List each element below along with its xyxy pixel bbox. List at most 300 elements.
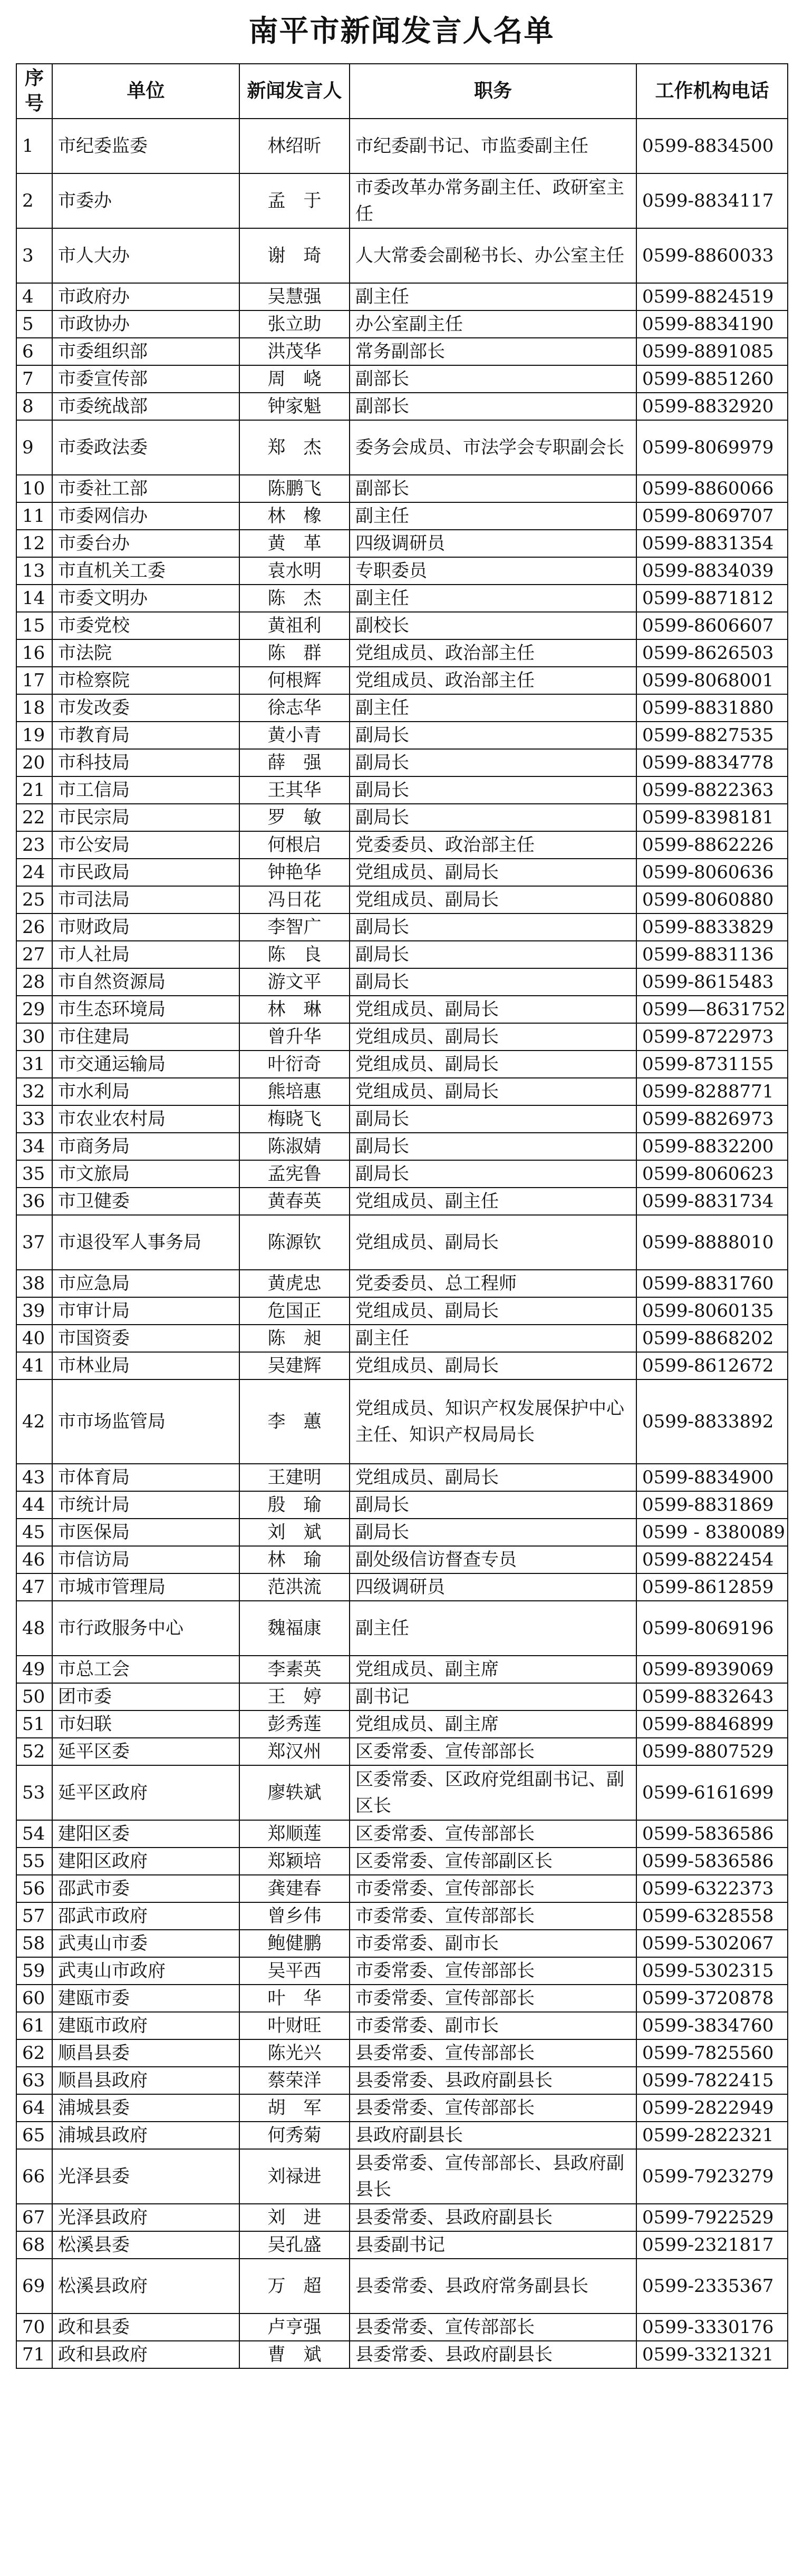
row-position: 副局长	[350, 749, 636, 776]
row-no: 26	[16, 913, 52, 941]
row-spokesperson: 罗 敏	[239, 804, 350, 831]
row-no: 15	[16, 612, 52, 639]
row-phone: 0599-8939069	[636, 1656, 788, 1683]
row-unit: 顺昌县委	[52, 2039, 239, 2067]
row-spokesperson: 游文平	[239, 968, 350, 996]
row-unit: 光泽县政府	[52, 2204, 239, 2231]
row-no: 36	[16, 1188, 52, 1215]
row-position: 市委常委、宣传部部长	[350, 1985, 636, 2012]
row-phone: 0599-8851260	[636, 365, 788, 393]
row-unit: 市委台办	[52, 530, 239, 557]
row-position: 副主任	[350, 694, 636, 722]
row-position: 常务副部长	[350, 338, 636, 365]
row-no: 65	[16, 2122, 52, 2149]
row-unit: 市水利局	[52, 1078, 239, 1105]
row-unit: 市司法局	[52, 886, 239, 913]
row-no: 43	[16, 1464, 52, 1491]
table-row	[16, 913, 788, 941]
row-phone: 0599-8860033	[636, 228, 788, 283]
row-spokesperson: 熊培惠	[239, 1078, 350, 1105]
row-spokesperson: 曾乡伟	[239, 1902, 350, 1930]
row-position: 县委常委、县政府副县长	[350, 2067, 636, 2094]
table-row	[16, 173, 788, 228]
row-spokesperson: 卢亨强	[239, 2313, 350, 2341]
row-unit: 团市委	[52, 1683, 239, 1710]
row-unit: 市民宗局	[52, 804, 239, 831]
row-position: 人大常委会副秘书长、办公室主任	[350, 228, 636, 283]
row-unit: 市民政局	[52, 859, 239, 886]
table-header-row	[16, 64, 788, 119]
header-unit: 单位	[52, 64, 239, 119]
row-position: 县委副书记	[350, 2231, 636, 2259]
row-unit: 市交通运输局	[52, 1051, 239, 1078]
row-phone: 0599-6161699	[636, 1765, 788, 1820]
row-unit: 延平区政府	[52, 1765, 239, 1820]
row-unit: 建阳区委	[52, 1820, 239, 1848]
row-phone: 0599-8068001	[636, 667, 788, 694]
row-spokesperson: 何根辉	[239, 667, 350, 694]
row-no: 37	[16, 1215, 52, 1270]
row-position: 党委委员、总工程师	[350, 1270, 636, 1297]
row-position: 委务会成员、市法学会专职副会长	[350, 420, 636, 475]
row-phone: 0599-6322373	[636, 1875, 788, 1902]
row-spokesperson: 陈 群	[239, 639, 350, 667]
table-row	[16, 310, 788, 338]
row-position: 党组成员、副主席	[350, 1656, 636, 1683]
row-phone: 0599-8731155	[636, 1051, 788, 1078]
row-position: 副局长	[350, 1160, 636, 1188]
row-unit: 市委文明办	[52, 585, 239, 612]
row-unit: 市直机关工委	[52, 557, 239, 585]
row-spokesperson: 范洪流	[239, 1573, 350, 1601]
row-phone: 0599-5302067	[636, 1930, 788, 1957]
row-no: 59	[16, 1957, 52, 1985]
row-position: 副局长	[350, 968, 636, 996]
row-spokesperson: 刘 进	[239, 2204, 350, 2231]
row-no: 34	[16, 1133, 52, 1160]
row-unit: 市政府办	[52, 283, 239, 310]
row-phone: 0599-8827535	[636, 722, 788, 749]
row-no: 4	[16, 283, 52, 310]
row-position: 党组成员、政治部主任	[350, 639, 636, 667]
row-no: 11	[16, 502, 52, 530]
row-unit: 市统计局	[52, 1491, 239, 1519]
row-no: 38	[16, 1270, 52, 1297]
row-unit: 市卫健委	[52, 1188, 239, 1215]
row-unit: 市委组织部	[52, 338, 239, 365]
row-spokesperson: 彭秀莲	[239, 1710, 350, 1738]
row-spokesperson: 叶衍奇	[239, 1051, 350, 1078]
row-position: 市纪委副书记、市监委副主任	[350, 119, 636, 173]
row-position: 副主任	[350, 585, 636, 612]
row-phone: 0599-8888010	[636, 1215, 788, 1270]
row-no: 62	[16, 2039, 52, 2067]
row-position: 党组成员、副局长	[350, 1297, 636, 1325]
row-position: 四级调研员	[350, 1573, 636, 1601]
row-phone: 0599-7822415	[636, 2067, 788, 2094]
table-row	[16, 119, 788, 173]
row-position: 市委常委、宣传部部长	[350, 1875, 636, 1902]
row-no: 60	[16, 1985, 52, 2012]
row-no: 63	[16, 2067, 52, 2094]
row-no: 49	[16, 1656, 52, 1683]
row-position: 副主任	[350, 1325, 636, 1352]
row-phone: 0599-8832643	[636, 1683, 788, 1710]
table-row	[16, 1710, 788, 1738]
row-no: 55	[16, 1848, 52, 1875]
row-unit: 光泽县委	[52, 2149, 239, 2204]
row-unit: 市发改委	[52, 694, 239, 722]
row-no: 69	[16, 2259, 52, 2313]
row-phone: 0599-8069979	[636, 420, 788, 475]
row-phone: 0599 - 8380089	[636, 1519, 788, 1546]
row-no: 32	[16, 1078, 52, 1105]
row-no: 67	[16, 2204, 52, 2231]
row-no: 23	[16, 831, 52, 859]
row-spokesperson: 孟 于	[239, 173, 350, 228]
row-position: 副主任	[350, 1601, 636, 1656]
row-unit: 市法院	[52, 639, 239, 667]
row-position: 党组成员、副局长	[350, 1078, 636, 1105]
row-phone: 0599-8831760	[636, 1270, 788, 1297]
row-unit: 市文旅局	[52, 1160, 239, 1188]
row-no: 44	[16, 1491, 52, 1519]
row-no: 30	[16, 1023, 52, 1051]
row-unit: 市人大办	[52, 228, 239, 283]
row-phone: 0599-8615483	[636, 968, 788, 996]
row-phone: 0599-8060636	[636, 859, 788, 886]
row-phone: 0599-3321321	[636, 2341, 788, 2368]
table-row	[16, 475, 788, 502]
row-position: 副书记	[350, 1683, 636, 1710]
row-phone: 0599-8860066	[636, 475, 788, 502]
row-unit: 市行政服务中心	[52, 1601, 239, 1656]
row-spokesperson: 刘禄进	[239, 2149, 350, 2204]
row-unit: 市委办	[52, 173, 239, 228]
row-spokesperson: 魏福康	[239, 1601, 350, 1656]
row-no: 35	[16, 1160, 52, 1188]
row-unit: 市城市管理局	[52, 1573, 239, 1601]
row-unit: 松溪县政府	[52, 2259, 239, 2313]
row-unit: 市委社工部	[52, 475, 239, 502]
row-spokesperson: 林绍昕	[239, 119, 350, 173]
row-unit: 市委网信办	[52, 502, 239, 530]
table-row	[16, 502, 788, 530]
row-position: 党组成员、副局长	[350, 1051, 636, 1078]
row-phone: 0599-8834190	[636, 310, 788, 338]
header-position: 职务	[350, 64, 636, 119]
row-no: 2	[16, 173, 52, 228]
row-position: 副部长	[350, 475, 636, 502]
row-unit: 市委宣传部	[52, 365, 239, 393]
row-phone: 0599-8833829	[636, 913, 788, 941]
table-row	[16, 804, 788, 831]
row-phone: 0599-8060135	[636, 1297, 788, 1325]
row-unit: 市委党校	[52, 612, 239, 639]
row-phone: 0599-8834117	[636, 173, 788, 228]
row-phone: 0599-8288771	[636, 1078, 788, 1105]
table-row	[16, 1930, 788, 1957]
row-spokesperson: 谢 琦	[239, 228, 350, 283]
table-row	[16, 228, 788, 283]
row-spokesperson: 陈鹏飞	[239, 475, 350, 502]
row-no: 1	[16, 119, 52, 173]
row-position: 区委常委、宣传部部长	[350, 1820, 636, 1848]
row-spokesperson: 万 超	[239, 2259, 350, 2313]
table-row	[16, 1957, 788, 1985]
row-position: 党委委员、政治部主任	[350, 831, 636, 859]
row-phone: 0599-8069707	[636, 502, 788, 530]
row-phone: 0599-8832920	[636, 393, 788, 420]
table-row	[16, 1491, 788, 1519]
row-no: 16	[16, 639, 52, 667]
row-phone: 0599-8831354	[636, 530, 788, 557]
row-unit: 建瓯市政府	[52, 2012, 239, 2039]
row-phone: 0599-8831136	[636, 941, 788, 968]
row-no: 28	[16, 968, 52, 996]
row-position: 副部长	[350, 393, 636, 420]
row-unit: 政和县政府	[52, 2341, 239, 2368]
row-no: 57	[16, 1902, 52, 1930]
table-row	[16, 2094, 788, 2122]
row-no: 22	[16, 804, 52, 831]
row-phone: 0599-8626503	[636, 639, 788, 667]
header-no: 序号	[16, 64, 52, 119]
row-unit: 市体育局	[52, 1464, 239, 1491]
row-phone: 0599-8846899	[636, 1710, 788, 1738]
row-no: 14	[16, 585, 52, 612]
table-row	[16, 1051, 788, 1078]
row-position: 副局长	[350, 913, 636, 941]
row-phone: 0599-8824519	[636, 283, 788, 310]
table-body	[16, 119, 788, 2368]
row-phone: 0599-8722973	[636, 1023, 788, 1051]
document-title: 南平市新闻发言人名单	[248, 14, 555, 48]
row-position: 区委常委、区政府党组副书记、副区长	[350, 1765, 636, 1820]
row-spokesperson: 郑汉州	[239, 1738, 350, 1765]
row-no: 6	[16, 338, 52, 365]
row-position: 副局长	[350, 1491, 636, 1519]
row-phone: 0599-8868202	[636, 1325, 788, 1352]
row-no: 41	[16, 1352, 52, 1379]
row-spokesperson: 孟宪鲁	[239, 1160, 350, 1188]
row-spokesperson: 李素英	[239, 1656, 350, 1683]
row-position: 副处级信访督查专员	[350, 1546, 636, 1573]
row-unit: 延平区委	[52, 1738, 239, 1765]
row-spokesperson: 吴慧强	[239, 283, 350, 310]
row-unit: 市自然资源局	[52, 968, 239, 996]
row-no: 3	[16, 228, 52, 283]
table-row	[16, 2204, 788, 2231]
row-phone: 0599-8060623	[636, 1160, 788, 1188]
table-row	[16, 667, 788, 694]
row-no: 21	[16, 776, 52, 804]
row-phone: 0599-8891085	[636, 338, 788, 365]
table-row	[16, 338, 788, 365]
table-row	[16, 1270, 788, 1297]
row-position: 县委常委、宣传部部长	[350, 2313, 636, 2341]
row-phone: 0599-8831734	[636, 1188, 788, 1215]
row-no: 18	[16, 694, 52, 722]
row-no: 20	[16, 749, 52, 776]
row-phone: 0599-8807529	[636, 1738, 788, 1765]
row-spokesperson: 王建明	[239, 1464, 350, 1491]
row-unit: 市科技局	[52, 749, 239, 776]
spokesperson-table	[16, 63, 788, 2369]
row-spokesperson: 叶财旺	[239, 2012, 350, 2039]
row-unit: 市住建局	[52, 1023, 239, 1051]
table-row	[16, 1601, 788, 1656]
row-spokesperson: 黄祖利	[239, 612, 350, 639]
row-position: 党组成员、副局长	[350, 886, 636, 913]
table-row	[16, 1765, 788, 1820]
table-row	[16, 886, 788, 913]
row-no: 27	[16, 941, 52, 968]
row-no: 46	[16, 1546, 52, 1573]
table-row	[16, 996, 788, 1023]
table-row	[16, 1160, 788, 1188]
row-position: 党组成员、副主任	[350, 1188, 636, 1215]
row-position: 县委常委、宣传部部长、县政府副县长	[350, 2149, 636, 2204]
row-unit: 市医保局	[52, 1519, 239, 1546]
row-position: 党组成员、副局长	[350, 1464, 636, 1491]
row-phone: 0599-8834778	[636, 749, 788, 776]
row-spokesperson: 陈源钦	[239, 1215, 350, 1270]
table-row	[16, 2012, 788, 2039]
table-row	[16, 1352, 788, 1379]
row-unit: 政和县委	[52, 2313, 239, 2341]
row-spokesperson: 殷 瑜	[239, 1491, 350, 1519]
table-row	[16, 2341, 788, 2368]
row-spokesperson: 张立助	[239, 310, 350, 338]
table-row	[16, 968, 788, 996]
table-row	[16, 1215, 788, 1270]
row-spokesperson: 吴孔盛	[239, 2231, 350, 2259]
row-phone: 0599-3834760	[636, 2012, 788, 2039]
row-unit: 武夷山市政府	[52, 1957, 239, 1985]
row-phone: 0599-8060880	[636, 886, 788, 913]
row-spokesperson: 梅晓飞	[239, 1105, 350, 1133]
row-phone: 0599-8612859	[636, 1573, 788, 1601]
row-spokesperson: 蔡荣洋	[239, 2067, 350, 2094]
row-no: 9	[16, 420, 52, 475]
row-phone: 0599-8612672	[636, 1352, 788, 1379]
table-row	[16, 2149, 788, 2204]
row-position: 区委常委、宣传部部长	[350, 1738, 636, 1765]
table-row	[16, 1325, 788, 1352]
row-phone: 0599-3720878	[636, 1985, 788, 2012]
row-position: 副主任	[350, 502, 636, 530]
row-position: 专职委员	[350, 557, 636, 585]
row-position: 市委常委、副市长	[350, 1930, 636, 1957]
row-no: 19	[16, 722, 52, 749]
row-spokesperson: 刘 斌	[239, 1519, 350, 1546]
row-position: 副局长	[350, 1519, 636, 1546]
row-no: 66	[16, 2149, 52, 2204]
table-row	[16, 1656, 788, 1683]
row-position: 党组成员、副局长	[350, 1023, 636, 1051]
row-unit: 浦城县政府	[52, 2122, 239, 2149]
row-unit: 市人社局	[52, 941, 239, 968]
row-no: 5	[16, 310, 52, 338]
row-unit: 市教育局	[52, 722, 239, 749]
row-phone: 0599-7923279	[636, 2149, 788, 2204]
row-position: 党组成员、副局长	[350, 1352, 636, 1379]
row-phone: 0599-6328558	[636, 1902, 788, 1930]
row-unit: 市政协办	[52, 310, 239, 338]
row-unit: 市纪委监委	[52, 119, 239, 173]
row-spokesperson: 胡 军	[239, 2094, 350, 2122]
table-row	[16, 1519, 788, 1546]
row-phone: 0599-8831869	[636, 1491, 788, 1519]
row-spokesperson: 王其华	[239, 776, 350, 804]
row-position: 副主任	[350, 283, 636, 310]
row-unit: 市委统战部	[52, 393, 239, 420]
table-row	[16, 393, 788, 420]
row-unit: 市工信局	[52, 776, 239, 804]
row-spokesperson: 王 婷	[239, 1683, 350, 1710]
row-position: 副局长	[350, 722, 636, 749]
row-position: 市委常委、宣传部部长	[350, 1957, 636, 1985]
row-no: 58	[16, 1930, 52, 1957]
row-phone: 0599-5836586	[636, 1848, 788, 1875]
row-phone: 0599-8606607	[636, 612, 788, 639]
row-phone: 0599-3330176	[636, 2313, 788, 2341]
row-no: 13	[16, 557, 52, 585]
row-phone: 0599-8831880	[636, 694, 788, 722]
row-spokesperson: 周 峣	[239, 365, 350, 393]
row-position: 党组成员、知识产权发展保护中心主任、知识产权局局长	[350, 1379, 636, 1464]
row-spokesperson: 何根启	[239, 831, 350, 859]
row-spokesperson: 郑顺莲	[239, 1820, 350, 1848]
row-unit: 市妇联	[52, 1710, 239, 1738]
row-phone: 0599-5836586	[636, 1820, 788, 1848]
table-row	[16, 1573, 788, 1601]
row-unit: 建阳区政府	[52, 1848, 239, 1875]
table-row	[16, 831, 788, 859]
row-phone: 0599-5302315	[636, 1957, 788, 1985]
row-spokesperson: 吴建辉	[239, 1352, 350, 1379]
row-no: 24	[16, 859, 52, 886]
row-position: 区委常委、宣传部副区长	[350, 1848, 636, 1875]
row-no: 7	[16, 365, 52, 393]
row-no: 53	[16, 1765, 52, 1820]
table-row	[16, 612, 788, 639]
row-spokesperson: 李智广	[239, 913, 350, 941]
header-phone: 工作机构电话	[636, 64, 788, 119]
row-phone: 0599-8832200	[636, 1133, 788, 1160]
table-row	[16, 1023, 788, 1051]
row-spokesperson: 黄虎忠	[239, 1270, 350, 1297]
row-unit: 市市场监管局	[52, 1379, 239, 1464]
row-unit: 市公安局	[52, 831, 239, 859]
row-unit: 市总工会	[52, 1656, 239, 1683]
table-row	[16, 1848, 788, 1875]
row-position: 县委常委、宣传部部长	[350, 2094, 636, 2122]
table-row	[16, 2259, 788, 2313]
row-no: 61	[16, 2012, 52, 2039]
row-position: 副局长	[350, 776, 636, 804]
row-unit: 市退役军人事务局	[52, 1215, 239, 1270]
row-no: 8	[16, 393, 52, 420]
table-row	[16, 776, 788, 804]
table-row	[16, 420, 788, 475]
row-position: 副校长	[350, 612, 636, 639]
table-row	[16, 1985, 788, 2012]
table-row	[16, 2122, 788, 2149]
row-unit: 市林业局	[52, 1352, 239, 1379]
row-unit: 顺昌县政府	[52, 2067, 239, 2094]
